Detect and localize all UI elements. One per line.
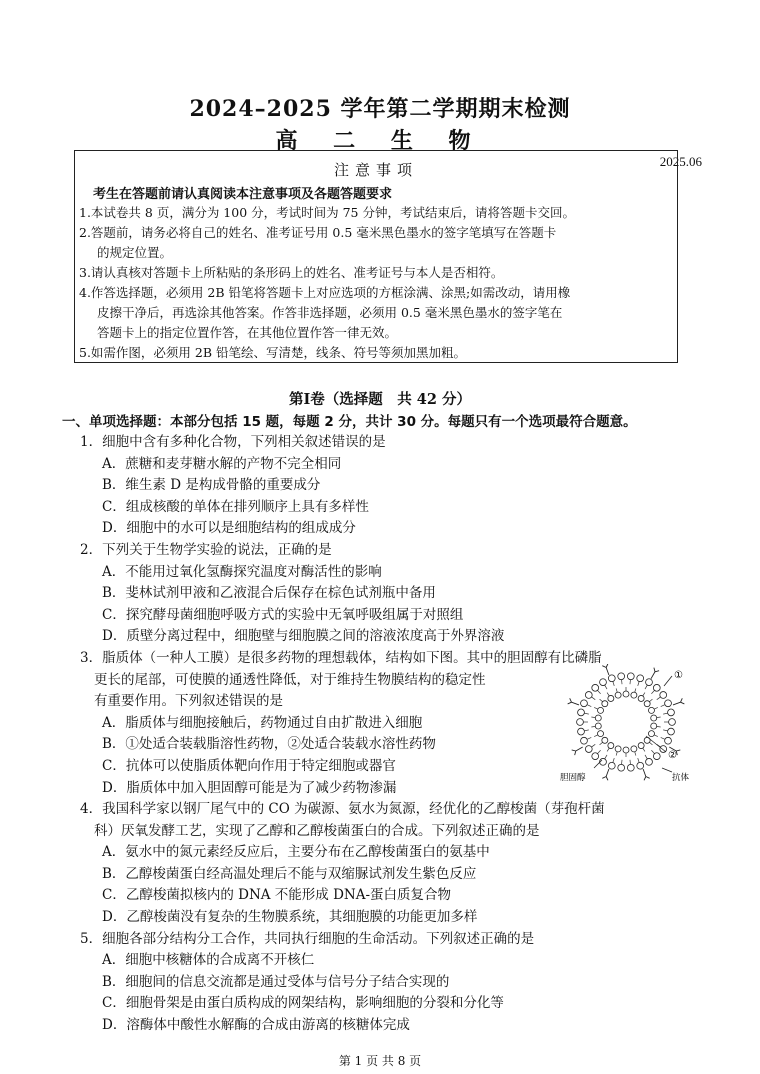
lipid-head bbox=[598, 731, 604, 737]
option-a: A．脂质体与细胞接触后，药物通过自由扩散进入细胞 bbox=[102, 714, 423, 731]
lipid-head bbox=[665, 737, 672, 744]
notice-item bbox=[79, 263, 669, 283]
lipid-head bbox=[646, 679, 653, 686]
lipid-head bbox=[653, 684, 660, 691]
lipid-head bbox=[578, 728, 585, 735]
lipid-head bbox=[668, 728, 675, 735]
notice-item bbox=[79, 283, 669, 343]
lipid-head bbox=[665, 700, 672, 707]
exam-subtitle: 高 二 生 物 bbox=[275, 128, 485, 154]
question-2 bbox=[80, 540, 704, 648]
notice-line: 3.请认真核对答题卡上所粘贴的条形码上的姓名、准考证号与本人是否相符。 bbox=[79, 265, 504, 280]
option-d: D．质壁分离过程中，细胞壁与细胞膜之间的溶液浓度高于外界溶液 bbox=[102, 628, 505, 645]
question-stem: 2．下列关于生物学实验的说法，正确的是 bbox=[80, 541, 332, 558]
lipid-head bbox=[660, 692, 667, 699]
lipid-head bbox=[648, 707, 654, 713]
lipid-head bbox=[577, 719, 584, 726]
lipid-head bbox=[627, 673, 634, 680]
antibody-label: 抗体 bbox=[672, 773, 690, 783]
antibody-icon bbox=[673, 698, 684, 705]
lipid-head bbox=[608, 762, 615, 769]
option-d: D．溶酶体中酸性水解酶的合成由游离的核糖体完成 bbox=[102, 1017, 410, 1034]
lipid-head bbox=[592, 753, 599, 760]
page-footer: 第 1 页 共 8 页 bbox=[338, 1054, 422, 1068]
lipid-head bbox=[595, 715, 601, 721]
lipid-head bbox=[595, 723, 601, 729]
lipid-head bbox=[631, 746, 637, 752]
lipid-head bbox=[608, 695, 614, 701]
inner-lipid-layer bbox=[591, 687, 660, 757]
antibody-icon bbox=[651, 668, 659, 679]
lipid-head bbox=[608, 743, 614, 749]
cholesterol-label: 胆固醇 bbox=[560, 773, 586, 783]
lipid-head bbox=[627, 764, 634, 771]
option-b: B．维生素 D 是构成骨骼的重要成分 bbox=[102, 477, 321, 494]
notice-requirement: 考生在答题前请认真阅读本注意事项及各题答题要求 bbox=[93, 187, 393, 202]
option-c: C．探究酵母菌细胞呼吸方式的实验中无氧呼吸组属于对照组 bbox=[102, 606, 464, 623]
notice-line: 答题卡上的指定位置作答，在其他位置作答一律无效。 bbox=[97, 325, 398, 340]
lipid-head bbox=[623, 691, 629, 697]
section-title: 第Ⅰ卷（选择题 共 42 分） bbox=[288, 391, 472, 408]
question-stem: 1．细胞中含有多种化合物，下列相关叙述错误的是 bbox=[80, 434, 386, 450]
antibody-icon bbox=[602, 664, 609, 675]
lipid-head bbox=[600, 679, 607, 686]
lipid-head bbox=[668, 709, 675, 716]
question-5 bbox=[80, 929, 704, 1037]
label-1-pointer bbox=[664, 676, 672, 686]
exam-date: 2025.06 bbox=[659, 154, 702, 169]
question-1 bbox=[80, 432, 704, 540]
notice-item bbox=[79, 223, 669, 263]
question-stem-cont: 有重要作用。下列叙述错误的是 bbox=[94, 693, 283, 710]
notice-box bbox=[74, 150, 678, 363]
lipid-head bbox=[581, 737, 588, 744]
lipid-head bbox=[653, 753, 660, 760]
question-stem-cont: 科）厌氧发酵工艺，实现了乙醇和乙醇梭菌蛋白的合成。下列叙述正确的是 bbox=[94, 822, 540, 839]
question-stem-cont: 更长的尾部，可使膜的通透性降低，对于维持生物膜结构的稳定性 bbox=[94, 671, 486, 688]
notice-line: 1.本试卷共 8 页，满分为 100 分，考试时间为 75 分钟，考试结束后，请将答题卡交回。 bbox=[79, 205, 575, 220]
antibody-pointer bbox=[662, 768, 672, 772]
notice-title: 注意事项 bbox=[333, 161, 418, 179]
antibody-icon bbox=[568, 698, 579, 705]
option-d: D．脂质体中加入胆固醇可能是为了减少药物渗漏 bbox=[102, 779, 397, 796]
lipid-head bbox=[644, 701, 650, 707]
antibody-icon bbox=[572, 747, 583, 755]
lipid-head bbox=[578, 709, 585, 716]
lipid-head bbox=[651, 723, 657, 729]
lipid-head bbox=[646, 758, 653, 765]
option-d: D．细胞中的水可以是细胞结构的组成成分 bbox=[102, 520, 356, 537]
option-c: C．乙醇梭菌拟核内的 DNA 不能形成 DNA-蛋白质复合物 bbox=[102, 887, 452, 904]
lipid-head bbox=[623, 747, 629, 753]
notice-line: 皮擦干净后，再选涂其他答案。作答非选择题，必须用 0.5 毫米黑色墨水的签字笔在 bbox=[97, 305, 563, 320]
lipid-head bbox=[581, 700, 588, 707]
option-b: B．细胞间的信息交流都是通过受体与信号分子结合实现的 bbox=[102, 973, 450, 990]
liposome-diagram bbox=[554, 664, 704, 784]
option-b: B．①处适合装载脂溶性药物，②处适合装载水溶性药物 bbox=[102, 736, 436, 753]
option-c: C．抗体可以使脂质体靶向作用于特定细胞或器官 bbox=[102, 757, 396, 774]
question-stem: 5．细胞各部分结构分工合作，共同执行细胞的生命活动。下列叙述正确的是 bbox=[80, 930, 535, 947]
label-1: ① bbox=[674, 670, 683, 681]
option-a: A．蔗糖和麦芽糖水解的产物不完全相同 bbox=[102, 455, 342, 472]
option-d: D．乙醇梭菌没有复杂的生物膜系统，其细胞膜的功能更加多样 bbox=[102, 909, 478, 926]
lipid-head bbox=[585, 746, 592, 753]
lipid-head bbox=[669, 719, 676, 726]
notice-line: 4.作答选择题，必须用 2B 铅笔将答题卡上对应选项的方框涂满、涂黑;如需改动，请用橡 bbox=[79, 285, 571, 300]
question-stem: 4．我国科学家以钢厂尾气中的 CO 为碳源、氨水为氮源，经优化的乙醇梭菌（芽孢杆菌 bbox=[80, 801, 605, 818]
lipid-head bbox=[615, 692, 621, 698]
lipid-head bbox=[631, 692, 637, 698]
notice-item bbox=[79, 203, 669, 223]
notice-line: 5.如需作图，必须用 2B 铅笔绘、写清楚，线条、符号等须加黑加粗。 bbox=[79, 345, 467, 360]
notice-line: 的规定位置。 bbox=[97, 245, 173, 260]
antibody-icon bbox=[643, 769, 650, 780]
option-c: C．细胞骨架是由蛋白质构成的网架结构，影响细胞的分裂和分化等 bbox=[102, 995, 504, 1012]
lipid-head bbox=[637, 762, 644, 769]
lipid-head bbox=[592, 684, 599, 691]
notice-item bbox=[79, 343, 669, 363]
question-4 bbox=[80, 799, 704, 929]
label-2: ② bbox=[668, 750, 677, 761]
option-b: B．斐林试剂甲液和乙液混合后保存在棕色试剂瓶中备用 bbox=[102, 585, 436, 602]
exam-title: 2024–2025 学年第二学期期末检测 bbox=[189, 96, 571, 122]
lipid-head bbox=[638, 695, 644, 701]
lipid-head bbox=[598, 707, 604, 713]
lipid-head bbox=[638, 743, 644, 749]
lipid-head bbox=[618, 673, 625, 680]
lipid-head bbox=[651, 715, 657, 721]
lipid-head bbox=[615, 746, 621, 752]
lipid-head bbox=[618, 764, 625, 771]
lipid-head bbox=[602, 701, 608, 707]
lipid-head bbox=[602, 737, 608, 743]
option-a: A．不能用过氧化氢酶探究温度对酶活性的影响 bbox=[102, 563, 382, 580]
lipid-head bbox=[608, 675, 615, 682]
option-a: A．氨水中的氮元素经反应后，主要分布在乙醇梭菌蛋白的氨基中 bbox=[102, 844, 490, 861]
lipid-head bbox=[585, 692, 592, 699]
notice-line: 2.答题前，请务必将自己的姓名、准考证号用 0.5 毫米黑色墨水的签字笔填写在答题卡 bbox=[79, 225, 557, 240]
lipid-head bbox=[648, 731, 654, 737]
option-a: A．细胞中核糖体的合成离不开核仁 bbox=[102, 952, 315, 969]
option-c: C．组成核酸的单体在排列顺序上具有多样性 bbox=[102, 498, 369, 515]
single-choice-instructions: 一、单项选择题：本部分包括 15 题，每题 2 分，共计 30 分。每题只有一个选项最符合题意。 bbox=[62, 414, 637, 430]
question-stem: 3．脂质体（一种人工膜）是很多药物的理想载体，结构如下图。其中的胆固醇有比磷脂 bbox=[80, 649, 602, 666]
option-b: B．乙醇梭菌蛋白经高温处理后不能与双缩脲试剂发生紫色反应 bbox=[102, 865, 477, 882]
lipid-head bbox=[637, 675, 644, 682]
antibody-icon bbox=[602, 769, 609, 780]
